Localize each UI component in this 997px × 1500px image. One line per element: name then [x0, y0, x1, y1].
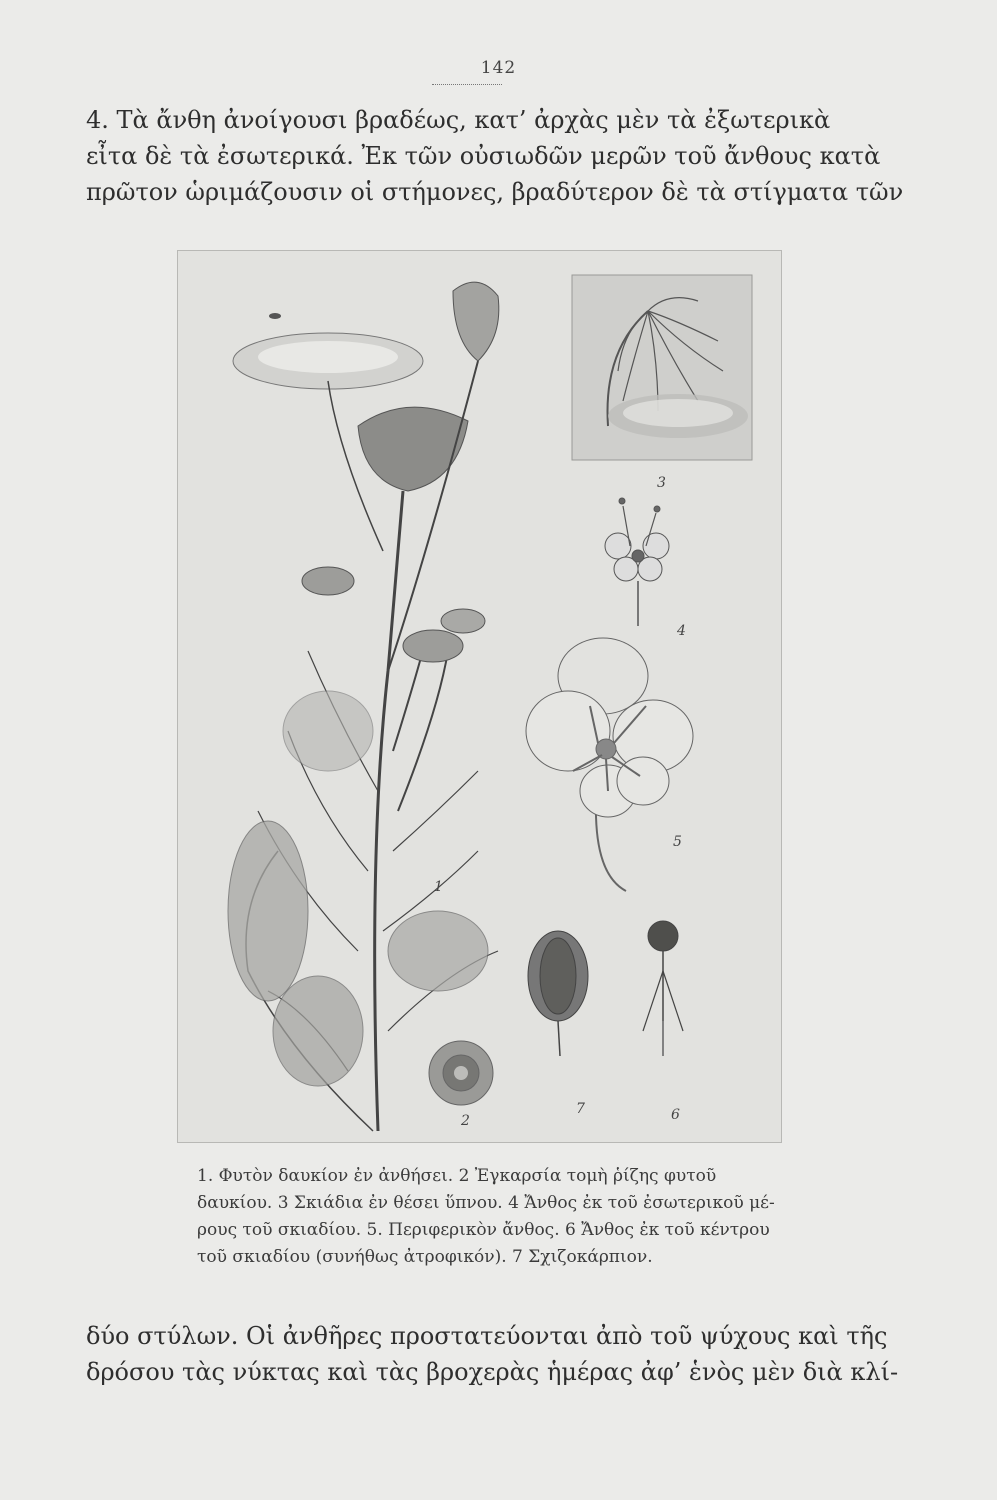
- top-paragraph: [86, 102, 904, 210]
- paragraph-line: δρόσου τὰς νύκτας καὶ τὰς βροχερὰς ἡμέρας ἀφ’ ἑνὸς μὲν διὰ κλί-: [86, 1358, 899, 1386]
- botanical-figure: [177, 250, 782, 1143]
- plant-illustration: [178, 251, 781, 1142]
- figure-label-7: 7: [576, 1101, 585, 1117]
- caption-line: 1. Φυτὸν δαυκίον ἐν ἀνθήσει. 2 Ἐγκαρσία τομὴ ῥίζης φυτοῦ: [197, 1166, 717, 1186]
- figure-label-5: 5: [673, 834, 682, 850]
- paragraph-line: εἶτα δὲ τὰ ἐσωτερικά. Ἐκ τῶν οὐσιωδῶν μερῶν τοῦ ἄνθους κατὰ: [86, 142, 881, 170]
- inner-flower-4: [605, 498, 669, 626]
- schizocarp-7: [528, 931, 588, 1056]
- figure-label-6: 6: [671, 1107, 680, 1123]
- caption-line: ρους τοῦ σκιαδίου. 5. Περιφερικὸν ἄνθος. 6 Ἄνθος ἐκ τοῦ κέντρου: [197, 1220, 770, 1240]
- main-plant: [228, 282, 499, 1131]
- figure-caption: [197, 1163, 847, 1271]
- figure-label-4: 4: [677, 623, 686, 639]
- paragraph-line: πρῶτον ὡριμάζουσιν οἱ στήμονες, βραδύτερον δὲ τὰ στίγματα τῶν: [86, 178, 904, 206]
- inset-sleeping-umbel: [572, 275, 752, 460]
- central-flower-6: [643, 921, 683, 1056]
- caption-line: δαυκίου. 3 Σκιάδια ἐν θέσει ὕπνου. 4 Ἄνθος ἐκ τοῦ ἐσωτερικοῦ μέ-: [197, 1193, 775, 1213]
- page-number: 142: [480, 58, 517, 78]
- paragraph-line: δύο στύλων. Οἱ ἀνθῆρες προστατεύονται ἀπὸ τοῦ ψύχους καὶ τῆς: [86, 1322, 888, 1350]
- peripheral-flower-5: [526, 638, 693, 891]
- root-section-2: [429, 1041, 493, 1105]
- figure-label-1: 1: [434, 879, 443, 895]
- caption-line: τοῦ σκιαδίου (συνήθως ἀτροφικόν). 7 Σχιζοκάρπιον.: [197, 1247, 653, 1267]
- page-number-rule: [432, 84, 502, 85]
- figure-label-3: 3: [657, 475, 666, 491]
- paragraph-line: 4. Τὰ ἄνθη ἀνοίγουσι βραδέως, κατ’ ἀρχὰς μὲν τὰ ἐξωτερικὰ: [86, 106, 831, 134]
- figure-label-2: 2: [461, 1113, 470, 1129]
- bottom-paragraph: [86, 1318, 899, 1390]
